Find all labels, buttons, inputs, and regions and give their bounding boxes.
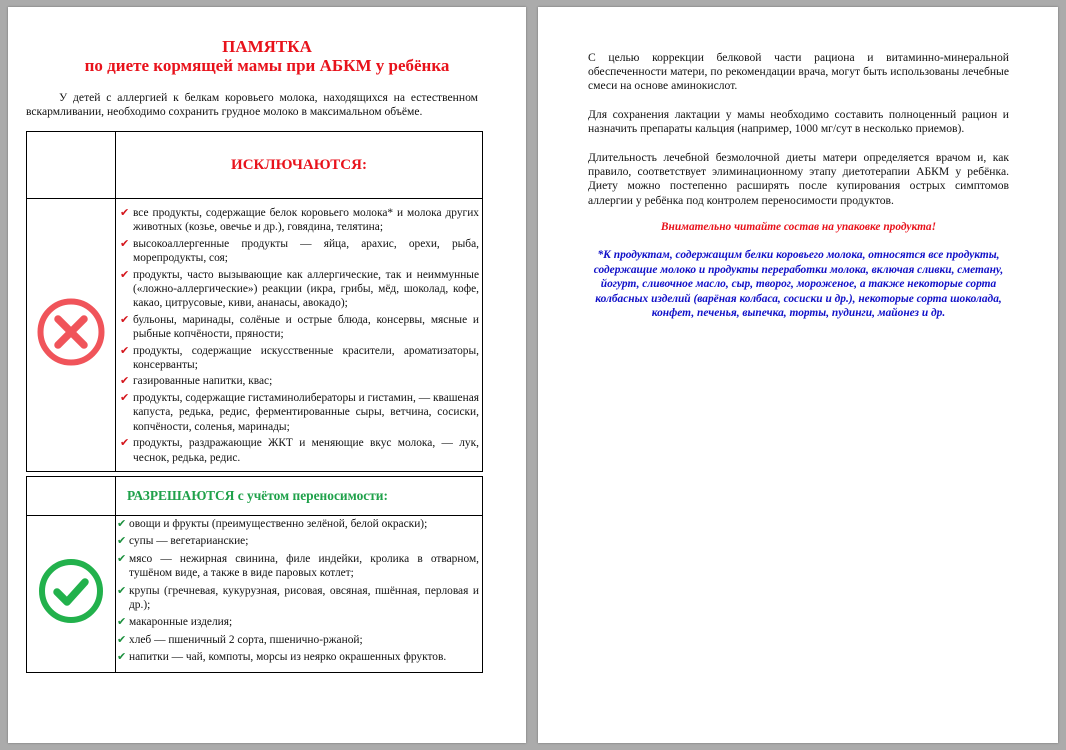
green-checkmark-icon: ✔ xyxy=(117,551,127,565)
green-checkmark-icon: ✔ xyxy=(117,534,127,548)
red-checkmark-icon: ✔ xyxy=(120,374,130,388)
memo-title xyxy=(26,37,508,75)
green-checkmark-icon: ✔ xyxy=(117,632,127,646)
excluded-list-cell xyxy=(116,199,483,472)
excluded-header-cell xyxy=(116,132,483,199)
list-item: ✔ напитки — чай, компоты, морсы из неярко окрашенных фруктов. xyxy=(117,650,447,664)
red-checkmark-icon: ✔ xyxy=(120,236,130,250)
red-checkmark-icon: ✔ xyxy=(120,343,130,357)
footnote-milk-products: *К продуктам, содержащим белки коровьего молока, относятся все продукты, содержащие молоко и продукты переработки молока, включая сливки, сметану, йогурт, сливочное масло, сыр, творог, мороженое, а также некоторые сорта колбасных изделий (варёная колбаса, сосиски и др.), некоторые сорта шоколада, конфет, печенья, выпечка, торты, пудинги, майонез и др. xyxy=(593,249,1004,320)
red-checkmark-icon: ✔ xyxy=(120,206,130,219)
allowed-foods-table xyxy=(26,476,483,673)
intro-paragraph: У детей с аллергией к белкам коровьего молока, находящихся на естественном вскармливании, необходимо сохранить грудное молоко в максимальном объёме. xyxy=(26,91,478,118)
list-item: ✔ супы — вегетарианские; xyxy=(117,534,249,548)
excluded-foods-table xyxy=(26,131,483,472)
list-item: ✔ крупы (гречневая, кукурузная, рисовая, овсяная, пшённая, перловая и др.); xyxy=(117,583,479,612)
excluded-icon-cell xyxy=(27,199,116,472)
packaging-warning: Внимательно читайте состав на упаковке продукта! xyxy=(660,221,937,233)
list-item: ✔ мясо — нежирная свинина, филе индейки, кролика в отварном, тушёном виде, а также в виде паровых котлет; xyxy=(117,551,479,580)
allowed-header-empty-cell xyxy=(27,477,116,516)
red-cross-circle-icon xyxy=(35,296,107,368)
document-page-1 xyxy=(8,7,526,743)
allowed-header-cell xyxy=(116,477,483,516)
paragraph-lactation-calcium: Для сохранения лактации у мамы необходимо составить полноценный рацион и назначить препараты кальция (например, 1000 мг/сут в несколько приемов). xyxy=(588,108,1009,136)
document-page-2 xyxy=(538,7,1058,743)
green-checkmark-icon: ✔ xyxy=(117,517,127,530)
red-checkmark-icon: ✔ xyxy=(120,390,130,404)
list-item: ✔ продукты, часто вызывающие как аллергические, так и неиммунные («ложно-аллергические») реакции (икра, грибы, мёд, шоколад, кофе, какао, цитрусовые, киви, ананасы, авокадо); xyxy=(120,267,479,310)
list-item: ✔ продукты, содержащие гистаминолибераторы и гистамин, — квашеная капуста, редька, редис, ферментированные сыры, ветчина, сосиски, копчёности, соленья, маринады; xyxy=(120,390,479,433)
red-checkmark-icon: ✔ xyxy=(120,436,130,450)
green-checkmark-icon: ✔ xyxy=(117,583,127,597)
list-item: ✔ бульоны, маринады, солёные и острые блюда, консервы, мясные и рыбные копчёности, пряности; xyxy=(120,312,479,341)
paragraph-diet-duration: Длительность лечебной безмолочной диеты матери определяется врачом и, как правило, соответствует элиминационному этапу диетотерапии АБКМ у ребёнка. Диету можно постепенно расширять после купирования острых симптомов аллергии у ребёнка под контролем переносимости продуктов. xyxy=(588,151,1009,207)
green-checkmark-icon: ✔ xyxy=(117,650,127,664)
list-item: ✔ хлеб — пшеничный 2 сорта, пшенично-ржаной; xyxy=(117,632,363,646)
red-checkmark-icon: ✔ xyxy=(120,312,130,326)
list-item: ✔ все продукты, содержащие белок коровьего молока* и молока других животных (козье, овечье и др.), говядина, телятина; xyxy=(120,206,479,234)
green-check-circle-icon xyxy=(37,557,105,625)
excluded-list xyxy=(116,199,482,471)
allowed-list-cell xyxy=(116,516,483,673)
list-item: ✔ газированные напитки, квас; xyxy=(120,374,273,388)
green-checkmark-icon: ✔ xyxy=(117,615,127,629)
list-item: ✔ высокоаллергенные продукты — яйца, арахис, орехи, рыба, морепродукты, соя; xyxy=(120,236,479,265)
list-item: ✔ продукты, раздражающие ЖКТ и меняющие вкус молока, — лук, чеснок, редька, редис. xyxy=(120,436,479,464)
list-item: ✔ макаронные изделия; xyxy=(117,615,233,629)
paragraph-amino-acid-formulas: С целью коррекции белковой части рациона и витаминно-минеральной обеспеченности матери, по рекомендации врача, могут быть использованы лечебные смеси на основе аминокислот. xyxy=(588,51,1009,93)
title-line-1: ПАМЯТКА xyxy=(222,37,312,56)
list-item: ✔ продукты, содержащие искусственные красители, ароматизаторы, консерванты; xyxy=(120,343,479,372)
excluded-header-empty-cell xyxy=(27,132,116,199)
title-line-2: по диете кормящей мамы при АБКМ у ребёнка xyxy=(84,56,450,75)
allowed-heading: РАЗРЕШАЮТСЯ с учётом переносимости: xyxy=(127,488,388,503)
allowed-icon-cell xyxy=(27,516,116,673)
red-checkmark-icon: ✔ xyxy=(120,267,130,281)
list-item: ✔ овощи и фрукты (преимущественно зелёной, белой окраски); xyxy=(117,517,428,530)
excluded-heading: ИСКЛЮЧАЮТСЯ: xyxy=(231,157,367,173)
allowed-list xyxy=(116,516,482,672)
